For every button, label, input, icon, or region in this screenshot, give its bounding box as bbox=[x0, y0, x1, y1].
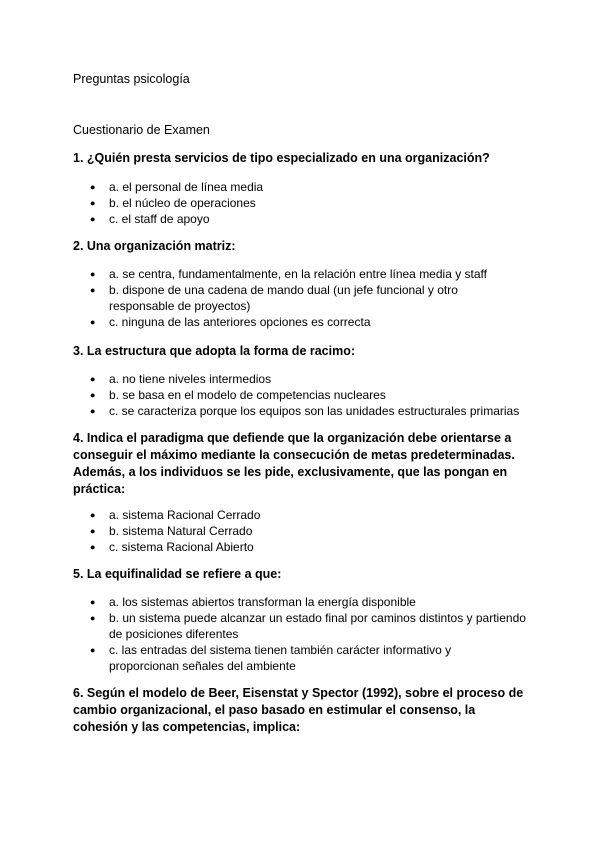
question-1-options bbox=[73, 179, 533, 227]
option-3b: ● b. se basa en el modelo de competencias nucleares bbox=[90, 388, 386, 402]
option-2b: ● b. dispone de una cadena de mando dual (un jefe funcional y otro responsable de proyectos) bbox=[90, 283, 458, 313]
bullet-icon: ● bbox=[90, 542, 96, 552]
bullet-icon: ● bbox=[90, 597, 96, 607]
bullet-icon: ● bbox=[90, 613, 96, 623]
question-3-options bbox=[73, 371, 533, 419]
option-3a: ● a. no tiene niveles intermedios bbox=[90, 372, 272, 386]
question-3: 3. La estructura que adopta la forma de racimo: bbox=[73, 344, 356, 358]
option-5a: ● a. los sistemas abiertos transforman la energía disponible bbox=[90, 595, 416, 609]
question-5-options bbox=[73, 594, 533, 674]
bullet-icon: ● bbox=[90, 374, 96, 384]
bullet-icon: ● bbox=[90, 390, 96, 400]
option-1a: ● a. el personal de línea media bbox=[90, 180, 264, 194]
option-5b: ● b. un sistema puede alcanzar un estado final por caminos distintos y partiendo de posiciones diferentes bbox=[90, 611, 526, 641]
bullet-icon: ● bbox=[90, 182, 96, 192]
document-title: Preguntas psicología bbox=[73, 72, 190, 86]
bullet-icon: ● bbox=[90, 317, 96, 327]
option-4b: ● b. sistema Natural Cerrado bbox=[90, 524, 253, 538]
option-2c: ● c. ninguna de las anteriores opciones es correcta bbox=[90, 315, 371, 329]
bullet-icon: ● bbox=[90, 406, 96, 416]
option-4a: ● a. sistema Racional Cerrado bbox=[90, 508, 261, 522]
question-1: 1. ¿Quién presta servicios de tipo especializado en una organización? bbox=[73, 151, 490, 165]
option-1c: ● c. el staff de apoyo bbox=[90, 212, 210, 226]
option-3c: ● c. se caracteriza porque los equipos son las unidades estructurales primarias bbox=[90, 404, 520, 418]
bullet-icon: ● bbox=[90, 526, 96, 536]
option-5c: ● c. las entradas del sistema tienen también carácter informativo y proporcionan señales del ambiente bbox=[90, 643, 452, 673]
option-4c: ● c. sistema Racional Abierto bbox=[90, 540, 254, 554]
question-5: 5. La equifinalidad se refiere a que: bbox=[73, 567, 282, 581]
document-subtitle: Cuestionario de Examen bbox=[73, 123, 210, 137]
bullet-icon: ● bbox=[90, 285, 96, 295]
question-6: 6. Según el modelo de Beer, Eisenstat y Spector (1992), sobre el proceso de cambio organizacional, el paso basado en estimular el consenso, la cohesión y las competencias, implica: bbox=[73, 686, 524, 734]
bullet-icon: ● bbox=[90, 269, 96, 279]
bullet-icon: ● bbox=[90, 214, 96, 224]
bullet-icon: ● bbox=[90, 645, 96, 655]
bullet-icon: ● bbox=[90, 510, 96, 520]
question-4: 4. Indica el paradigma que defiende que la organización debe orientarse a conseguir el máximo mediante la consecución de metas predeterminadas. Además, a los individuos se les pide, exclusivamente, que las pongan en práctica: bbox=[73, 431, 515, 496]
option-1b: ● b. el núcleo de operaciones bbox=[90, 196, 256, 210]
bullet-icon: ● bbox=[90, 198, 96, 208]
question-2-options bbox=[73, 266, 533, 330]
question-2: 2. Una organización matriz: bbox=[73, 239, 236, 253]
question-4-options bbox=[73, 507, 533, 555]
option-2a: ● a. se centra, fundamentalmente, en la relación entre línea media y staff bbox=[90, 267, 487, 281]
